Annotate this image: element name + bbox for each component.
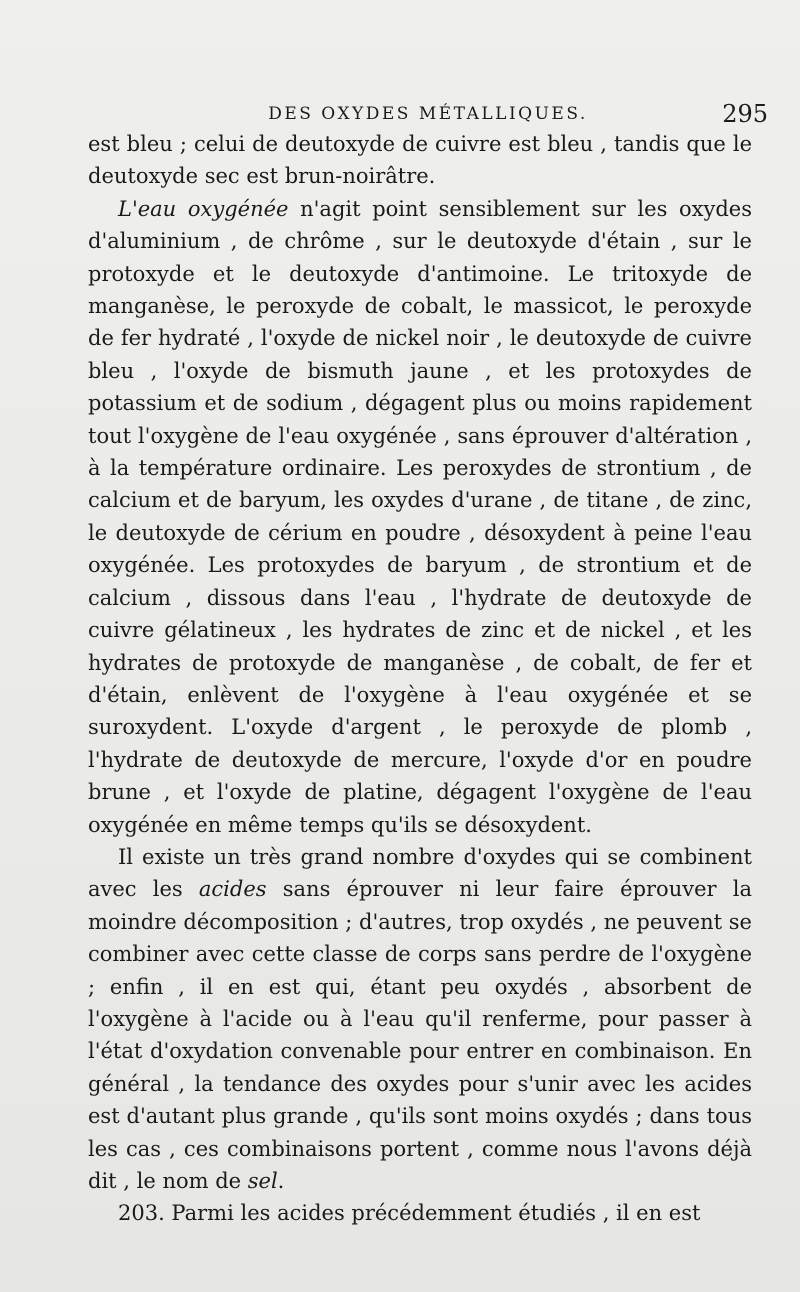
paragraph-1: est bleu ; celui de deutoxyde de cuivre est bleu , tandis que le deutoxyde sec est brun-noirâtre. xyxy=(88,132,752,189)
body-text xyxy=(88,128,752,1230)
paragraph-2-text: n'agit point sensiblement sur les oxydes d'aluminium , de chrôme , sur le deutoxyde d'étain , sur le protoxyde et le deutoxyde d'antimoine. Le tritoxyde de manganèse, le peroxyde de cobalt, le massicot, le peroxyde de fer hydraté , l'oxyde de nickel noir , le deutoxyde de cuivre bleu , l'oxyde de bismuth jaune , et les protoxydes de potassium et de sodium , dégagent plus ou moins rapidement tout l'oxygène de l'eau oxygénée , sans éprouver d'altération , à la température ordinaire. Les peroxydes de strontium , de calcium et de baryum, les oxydes d'urane , de titane , de zinc, le deutoxyde de cérium en poudre , désoxydent à peine l'eau oxygénée. Les protoxydes de baryum , de strontium et de calcium , dissous dans l'eau , l'hydrate de deutoxyde de cuivre gélatineux , les hydrates de zinc et de nickel , et les hydrates de protoxyde de manganèse , de cobalt, de fer et d'étain, enlèvent de l'oxygène à l'eau oxygénée et se suroxydent. L'oxyde d'argent , le peroxyde de plomb , l'hydrate de deutoxyde de mercure, l'oxyde d'or en poudre brune , et l'oxyde de platine, dégagent l'oxygène de l'eau oxygénée en même temps qu'ils se désoxydent. xyxy=(88,196,753,837)
paragraph-3-text-a: Il existe un très grand nombre d'oxydes qui se combinent avec les xyxy=(88,844,752,902)
paragraph-3-text-c: . xyxy=(277,1169,285,1193)
paragraph-3 xyxy=(88,841,752,1197)
running-header xyxy=(88,92,768,132)
page-number: 295 xyxy=(722,100,768,128)
paragraph-4: 203. Parmi les acides précédemment étudiés , il en est xyxy=(118,1201,701,1226)
paragraph-2 xyxy=(88,193,752,841)
emphasis-acides: acides xyxy=(198,877,267,902)
emphasis-sel: sel xyxy=(247,1169,278,1193)
paragraph-3-text-b: sans éprouver ni leur faire éprouver la moindre décomposition ; d'autres, trop oxydés , ne peuvent se combiner avec cette classe de corps sans perdre de l'oxygène ; enfin , il en est qui, étant peu oxydés , absorbent de l'oxygène à l'acide ou à l'eau qu'il renferme, pour passer à l'état d'oxydation convenable pour entrer en combinaison. En général , la tendance des oxydes pour s'unir avec les acides est d'autant plus grande , qu'ils sont moins oxydés ; dans tous les cas , ces combinaisons portent , comme nous l'avons déjà dit , le nom de xyxy=(88,877,752,1193)
emphasis-eau-oxygenee: L'eau oxygénée xyxy=(118,196,289,221)
running-title: DES OXYDES MÉTALLIQUES. xyxy=(268,104,588,124)
